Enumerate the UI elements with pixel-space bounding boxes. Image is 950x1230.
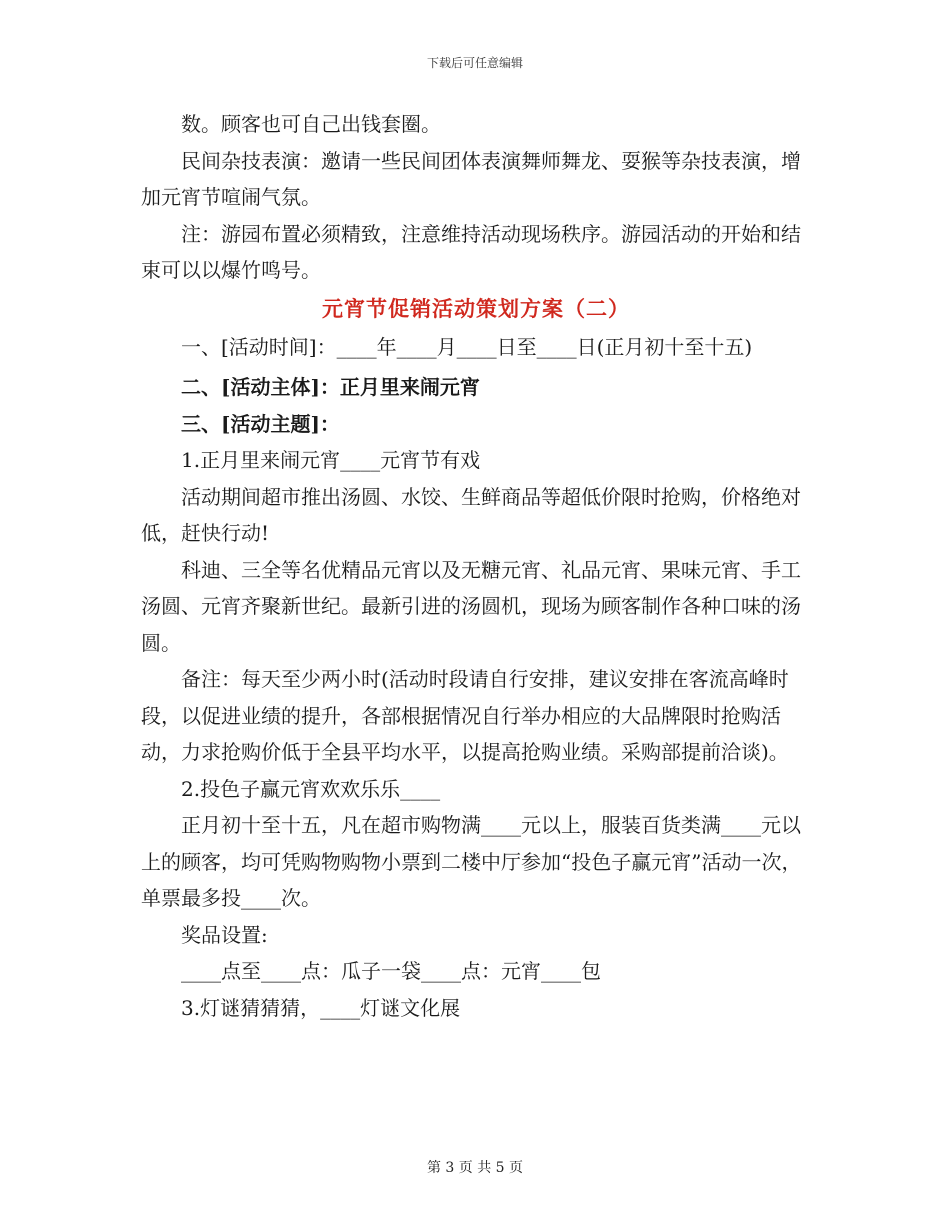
list-item-1: 1.正月里来闹元宵____元宵节有戏 bbox=[181, 448, 481, 472]
page-header: 下载后可任意编辑 bbox=[426, 56, 523, 70]
page-footer: 第 3 页 共 5 页 bbox=[426, 1160, 524, 1176]
paragraph: 注：游园布置必须精致，注意维持活动现场秩序。游园活动的开始和结束可以以爆竹鸣号。 bbox=[141, 221, 801, 282]
list-item-2: 2.投色子赢元宵欢欢乐乐____ bbox=[181, 776, 441, 801]
paragraph-prize-heading: 奖品设置: bbox=[181, 922, 268, 947]
document-body bbox=[141, 106, 811, 1026]
paragraph: 活动期间超市推出汤圆、水饺、生鲜商品等超低价限时抢购，价格绝对低，赶快行动! bbox=[141, 484, 801, 545]
paragraph-activity-theme: 三、[活动主题]： bbox=[181, 411, 340, 436]
paragraph: 正月初十至十五，凡在超市购物满____元以上，服装百货类满____元以上的顾客，均可凭购物购物小票到二楼中厅参加“投色子赢元宵”活动一次，单票最多投____次。 bbox=[141, 813, 802, 910]
paragraph: 科迪、三全等名优精品元宵以及无糖元宵、礼品元宵、果味元宵、手工汤圆、元宵齐聚新世纪。最新引进的汤圆机，现场为顾客制作各种口味的汤圆。 bbox=[141, 557, 801, 655]
paragraph: 民间杂技表演：邀请一些民间团体表演舞师舞龙、耍猴等杂技表演，增加元宵节喧闹气氛。 bbox=[141, 148, 801, 209]
paragraph-activity-subject: 二、[活动主体]：正月里来闹元宵 bbox=[181, 375, 480, 399]
section-title: 元宵节促销活动策划方案（二） bbox=[322, 295, 630, 321]
list-item-3: 3.灯谜猜猜猜，____灯谜文化展 bbox=[181, 995, 461, 1020]
paragraph-note: 备注：每天至少两小时(活动时段请自行安排，建议安排在客流高峰时段，以促进业绩的提升，各部根据情况自行举办相应的大品牌限时抢购活动，力求抢购价低于全县平均水平，以提高抢购业绩。采购部提前洽谈)。 bbox=[141, 667, 789, 764]
paragraph-activity-time: 一、[活动时间]：____年____月____日至____日(正月初十至十五) bbox=[181, 334, 753, 359]
paragraph: 数。顾客也可自己出钱套圈。 bbox=[181, 112, 441, 136]
paragraph-prize-detail: ____点至____点：瓜子一袋____点：元宵____包 bbox=[181, 959, 601, 983]
